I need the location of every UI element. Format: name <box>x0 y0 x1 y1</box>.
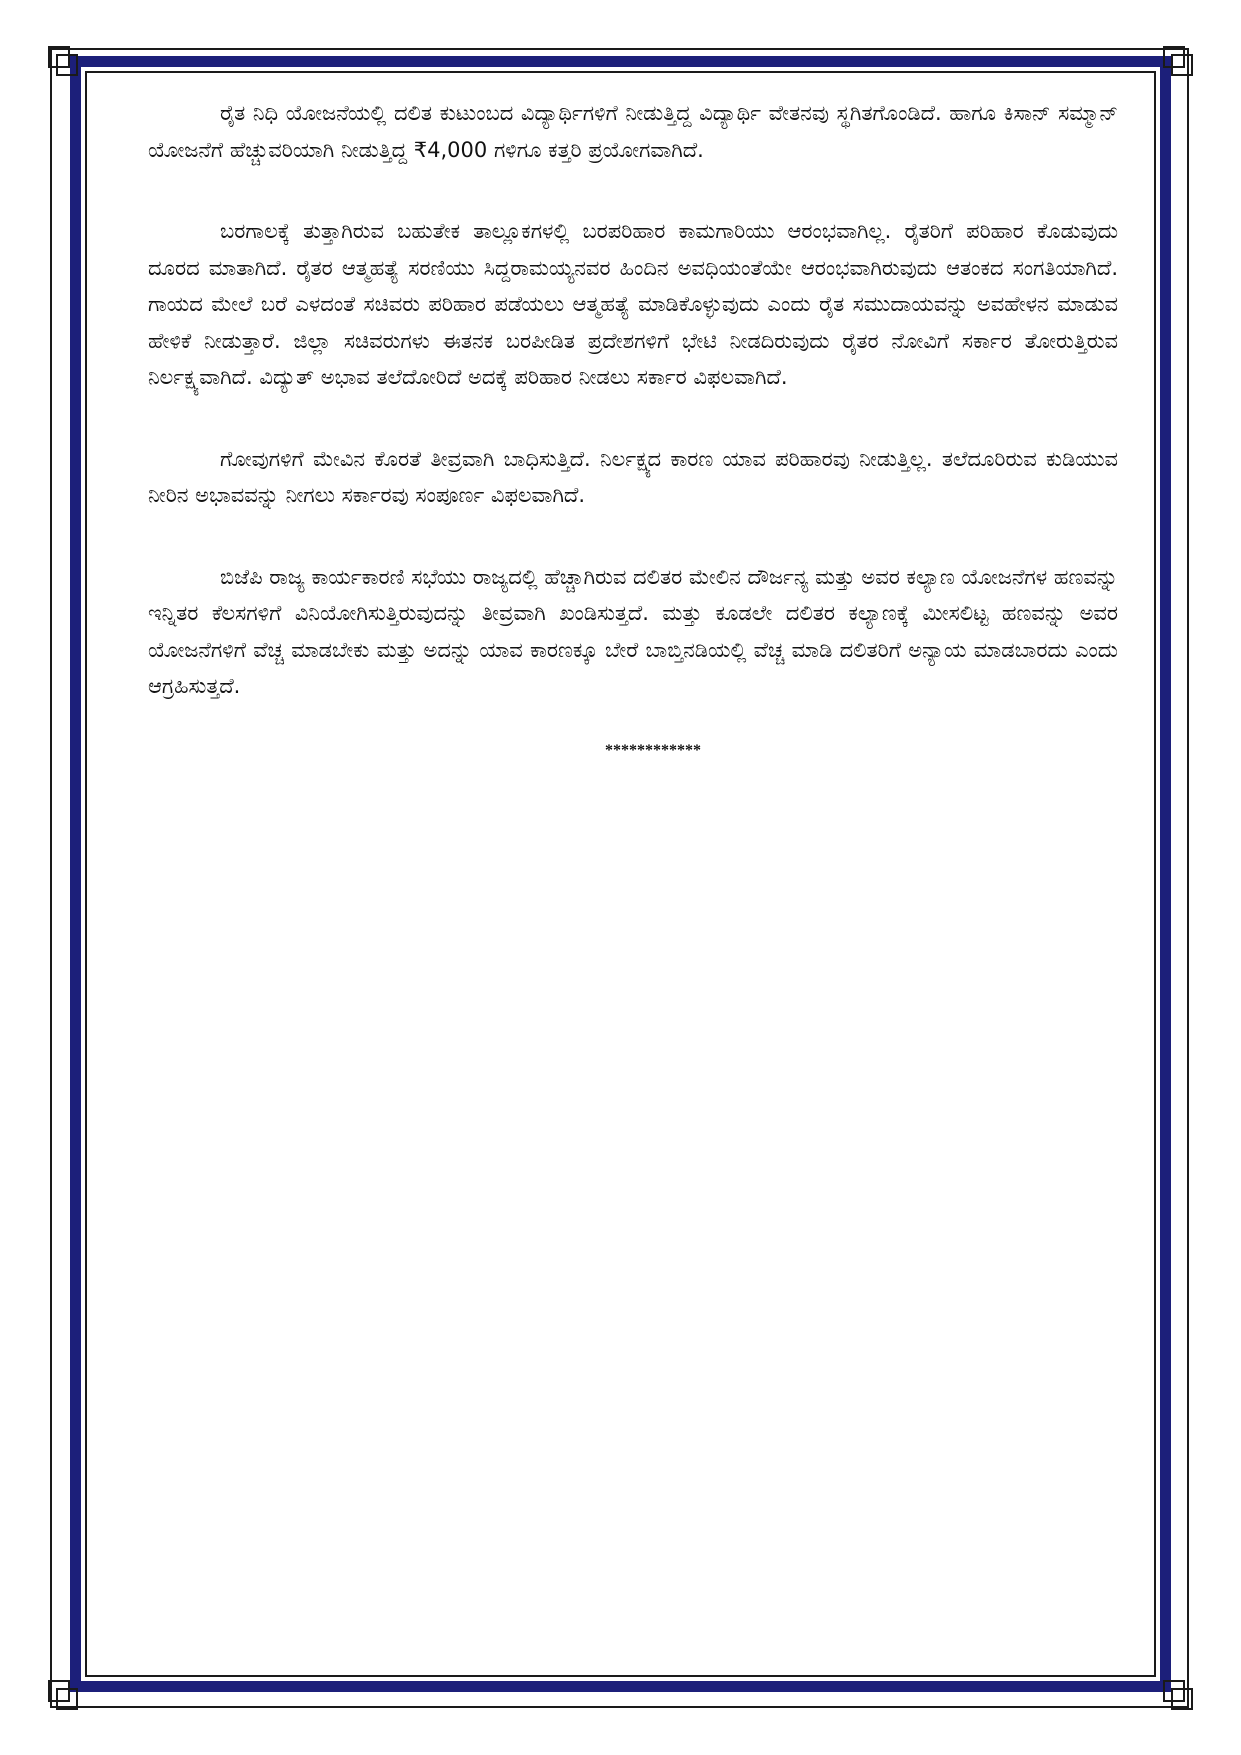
corner-ornament-bottom-left <box>48 1680 78 1710</box>
paragraph-drought-relief: ಬರಗಾಲಕ್ಕೆ ತುತ್ತಾಗಿರುವ ಬಹುತೇಕ ತಾಲ್ಲೂಕಗಳಲ್ಲಿ ಬರಪರಿಹಾರ ಕಾಮಗಾರಿಯು ಆರಂಭವಾಗಿಲ್ಲ. ರೈತರಿಗೆ ಪರಿಹಾರ ಕೊಡುವುದು ದೂರದ ಮಾತಾಗಿದೆ. ರೈತರ ಆತ್ಮಹತ್ಯೆ ಸರಣಿಯು ಸಿದ್ದರಾಮಯ್ಯನವರ ಹಿಂದಿನ ಅವಧಿಯಂತೆಯೇ ಆರಂಭವಾಗಿರುವುದು ಆತಂಕದ ಸಂಗತಿಯಾಗಿದೆ. ಗಾಯದ ಮೇಲೆ ಬರೆ ಎಳದಂತೆ ಸಚಿವರು ಪರಿಹಾರ ಪಡೆಯಲು ಆತ್ಮಹತ್ಯೆ ಮಾಡಿಕೊಳ್ಳುವುದು ಎಂದು ರೈತ ಸಮುದಾಯವನ್ನು ಅವಹೇಳನ ಮಾಡುವ ಹೇಳಿಕೆ ನೀಡುತ್ತಾರೆ. ಜಿಲ್ಲಾ ಸಚಿವರುಗಳು ಈತನಕ ಬರಪೀಡಿತ ಪ್ರದೇಶಗಳಿಗೆ ಭೇಟಿ ನೀಡದಿರುವುದು ರೈತರ ನೋವಿಗೆ ಸರ್ಕಾರ ತೋರುತ್ತಿರುವ ನಿರ್ಲಕ್ಷ್ಯವಾಗಿದೆ. ವಿದ್ಯುತ್ ಅಭಾವ ತಲೆದೋರಿದೆ ಅದಕ್ಕೆ ಪರಿಹಾರ ನೀಡಲು ಸರ್ಕಾರ ವಿಫಲವಾಗಿದೆ. <box>148 219 1118 389</box>
corner-ornament-bottom-right <box>1163 1680 1193 1710</box>
end-marker: ************ <box>605 741 701 759</box>
corner-ornament-top-left <box>48 46 78 76</box>
paragraph-dalit-welfare: ಬಿಜೆಪಿ ರಾಜ್ಯ ಕಾರ್ಯಕಾರಣಿ ಸಭೆಯು ರಾಜ್ಯದಲ್ಲಿ ಹೆಚ್ಚಾಗಿರುವ ದಲಿತರ ಮೇಲಿನ ದೌರ್ಜನ್ಯ ಮತ್ತು ಅವರ ಕಲ್ಯಾಣ ಯೋಜನೆಗಳ ಹಣವನ್ನು ಇನ್ನಿತರ ಕೆಲಸಗಳಿಗೆ ವಿನಿಯೋಗಿಸುತ್ತಿರುವುದನ್ನು ತೀವ್ರವಾಗಿ ಖಂಡಿಸುತ್ತದೆ. ಮತ್ತು ಕೂಡಲೇ ದಲಿತರ ಕಲ್ಯಾಣಕ್ಕೆ ಮೀಸಲಿಟ್ಟ ಹಣವನ್ನು ಅವರ ಯೋಜನೆಗಳಿಗೆ ವೆಚ್ಚ ಮಾಡಬೇಕು ಮತ್ತು ಅದನ್ನು ಯಾವ ಕಾರಣಕ್ಕೂ ಬೇರೆ ಬಾಬ್ತಿನಡಿಯಲ್ಲಿ ವೆಚ್ಚ ಮಾಡಿ ದಲಿತರಿಗೆ ಅನ್ಯಾಯ ಮಾಡಬಾರದು ಎಂದು ಆಗ್ರಹಿಸುತ್ತದೆ. <box>148 564 1118 698</box>
document-body <box>148 95 1118 760</box>
paragraph-scholarship: ರೈತ ನಿಧಿ ಯೋಜನೆಯಲ್ಲಿ ದಲಿತ ಕುಟುಂಬದ ವಿದ್ಯಾರ್ಥಿಗಳಿಗೆ ನೀಡುತ್ತಿದ್ದ ವಿದ್ಯಾರ್ಥಿ ವೇತನವು ಸ್ಥಗಿತಗೊಂಡಿದೆ. ಹಾಗೂ ಕಿಸಾನ್ ಸಮ್ಮಾನ್ ಯೋಜನೆಗೆ ಹೆಚ್ಚುವರಿಯಾಗಿ ನೀಡುತ್ತಿದ್ದ ₹4,000 ಗಳಿಗೂ ಕತ್ತರಿ ಪ್ರಯೋಗವಾಗಿದೆ. <box>148 101 1118 162</box>
paragraph-fodder-water: ಗೋವುಗಳಿಗೆ ಮೇವಿನ ಕೊರತೆ ತೀವ್ರವಾಗಿ ಬಾಧಿಸುತ್ತಿದೆ. ನಿರ್ಲಕ್ಷ್ಯದ ಕಾರಣ ಯಾವ ಪರಿಹಾರವು ನೀಡುತ್ತಿಲ್ಲ. ತಲೆದೂರಿರುವ ಕುಡಿಯುವ ನೀರಿನ ಅಭಾವವನ್ನು ನೀಗಲು ಸರ್ಕಾರವು ಸಂಪೂರ್ಣ ವಿಫಲವಾಗಿದೆ. <box>148 446 1118 507</box>
corner-ornament-top-right <box>1163 46 1193 76</box>
